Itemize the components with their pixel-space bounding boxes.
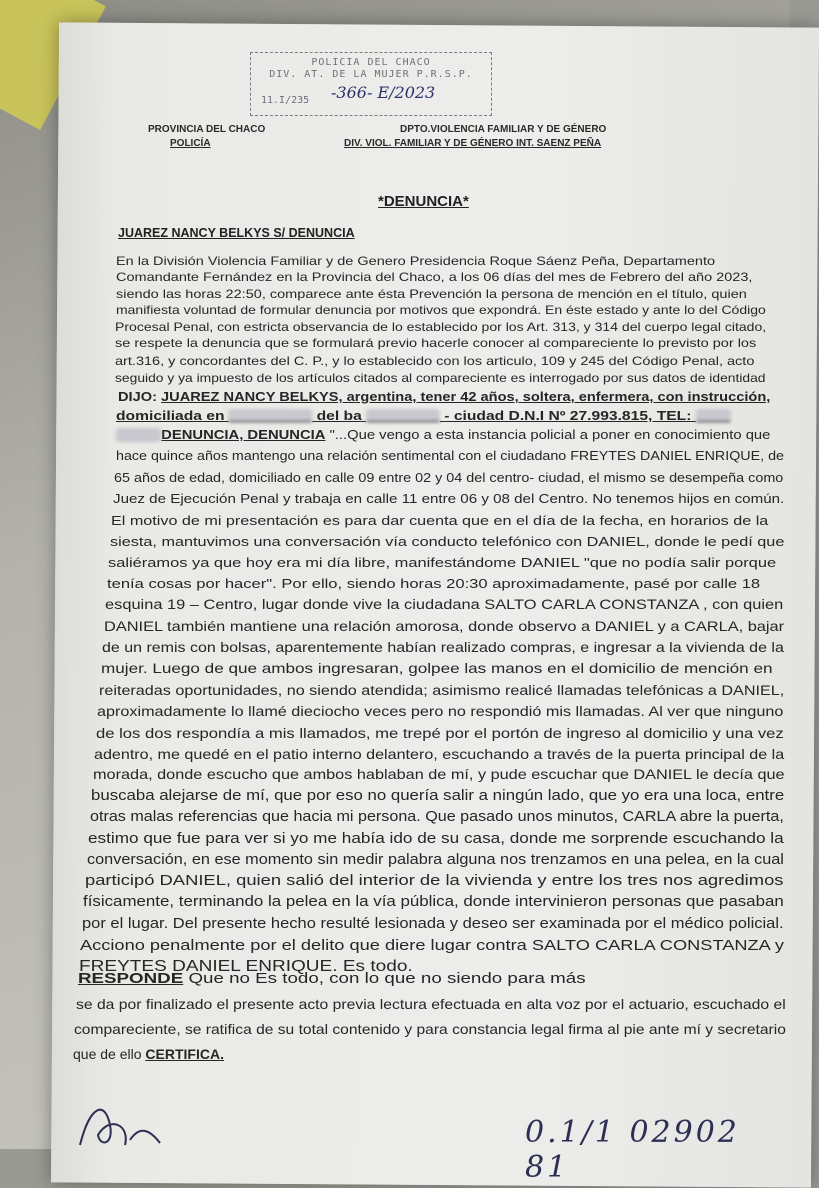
statement-line: siesta, mantuvimos una conversación vía conducto telefónico con DANIEL, donde le pedí que — [109, 533, 785, 549]
right-signature: 0.1/1 02902 81 — [525, 1115, 740, 1185]
statement-line: hace quince años mantengo una relación sentimental con el ciudadano FREYTES DANIEL ENRIQUE, de — [116, 449, 784, 463]
address-label: domiciliada en — [116, 409, 225, 423]
redacted-barrio — [366, 409, 440, 423]
statement-line: otras malas referencias que hacia mi persona. Que pasado unos minutos, CARLA abre la puerta, — [89, 809, 784, 826]
dijo-line-2 — [116, 409, 731, 423]
intro-line: se respete la denuncia que se formulará previo hacerle conocer al compareciente lo previsto por los — [115, 337, 757, 350]
responde-label: RESPONDE — [78, 970, 184, 987]
statement-line: adentro, me quedé en el patio interno delantero, escuchando a través de la puerta principal de la — [94, 745, 785, 762]
statement-line: participó DANIEL, quien salió del interior de la vivienda y entre los tres nos agredimos — [85, 873, 784, 889]
statement-line: El motivo de mi presentación es para dar cuenta que en el día de la fecha, en horarios de la — [111, 512, 769, 528]
closing-line: compareciente, se ratifica de su total contenido y para constancia legal firma al pie ante mí y secretario — [74, 1021, 786, 1037]
statement-line: FREYTES DANIEL ENRIQUE. Es todo. — [78, 957, 413, 975]
declarant-identity: JUAREZ NANCY BELKYS, argentina, tener 42 años, soltera, enfermera, con instrucción, — [161, 390, 771, 404]
denuncia-label: DENUNCIA, DENUNCIA — [161, 428, 326, 442]
document-title: *DENUNCIA* — [378, 193, 469, 210]
intro-line: seguido y ya impuesto de los artículos citados al compareciente es interrogado por sus datos de identidad — [115, 372, 766, 385]
header-left-1: PROVINCIA DEL CHACO — [148, 124, 266, 135]
header-right-1: DPTO.VIOLENCIA FAMILIAR Y DE GÉNERO — [400, 124, 607, 135]
redacted-phone — [696, 409, 731, 423]
statement-line: tenía cosas por hacer". Por ello, siendo horas 20:30 aproximadamente, pasé por calle 18 — [106, 576, 760, 592]
statement-line: conversación, en ese momento sin medir palabra alguna nos trenzamos en una pelea, en la cual — [86, 851, 784, 868]
intro-line: manifiesta voluntad de formular denuncia por motivos que expondrá. En éste estado y ante lo del Código — [116, 304, 766, 317]
left-signature — [70, 1095, 190, 1149]
closing-last: que de ello — [73, 1046, 146, 1062]
dijo-line-1 — [118, 390, 770, 404]
denuncia-text: "...Que vengo a esta instancia policial a poner en conocimiento que — [325, 428, 771, 442]
statement-line: mujer. Luego de que ambos ingresaran, golpee las manos en el domicilio de mención en — [100, 661, 772, 676]
statement-line: morada, donde escucho que ambos hablaban de mí, y pude escuchar que DANIEL le decía que — [92, 767, 785, 783]
redacted-phone-cont — [116, 428, 161, 442]
intro-line: En la División Violencia Familiar y de Genero Presidencia Roque Sáenz Peña, Departamento — [116, 255, 716, 268]
header-right-2: DIV. VIOL. FAMILIAR Y DE GÉNERO INT. SAENZ PEÑA — [344, 138, 602, 149]
stamp-line-1: POLICIA DEL CHACO — [311, 57, 431, 68]
denuncia-line — [116, 428, 770, 442]
intro-line: Procesal Penal, con estricta observancia de lo establecido por los Art. 313, y 314 del cuerpo legal citado, — [115, 321, 767, 334]
intro-line: Comandante Fernández en la Provincia del Chaco, a los 06 días del mes de Febrero del año 2023, — [116, 271, 753, 284]
dijo-label: DIJO: — [118, 390, 157, 404]
statement-line: Juez de Ejecución Penal y trabaja en calle 11 entre 06 y 08 del Centro. No tenemos hijos en común. — [112, 491, 785, 507]
police-stamp — [250, 52, 492, 116]
statement-line: saliéramos ya que hoy era mi día libre, manifestándome DANIEL "que no podía salir porque — [108, 555, 777, 570]
stamp-number: 11.I/235 — [261, 95, 310, 106]
statement-line: de los dos respondía a mis llamados, me trepé por el portón de ingreso al domicilio y una vez — [95, 724, 784, 741]
statement-line: DANIEL también mantiene una relación amorosa, donde observo a DANIEL y a CARLA, bajar — [103, 618, 784, 634]
statement-line: aproximadamente lo llamé dieciocho veces pero no respondió mis llamadas. Al ver que ninguno — [97, 703, 784, 720]
dni-phone: - ciudad D.N.I Nº 27.993.815, TEL: — [444, 409, 692, 423]
intro-line: siendo las horas 22:50, comparece ante ésta Prevención la persona de mención en el título, quien — [116, 288, 747, 301]
statement-line: reiteradas oportunidades, no siendo atendida; asimismo realicé llamadas telefónicas a DANIEL, — [98, 682, 785, 699]
statement-line: Acciono penalmente por el delito que diere lugar contra SALTO CARLA CONSTANZA y — [80, 936, 785, 954]
certifica-label: CERTIFICA. — [145, 1046, 224, 1062]
statement-line: estimo que fue para ver si yo me había ido de su casa, donde me sorprende escuchando la — [88, 830, 784, 847]
statement-line: esquina 19 – Centro, lugar donde vive la ciudadana SALTO CARLA CONSTANZA , con quien — [105, 597, 784, 613]
header-left-2: POLICÍA — [170, 138, 211, 149]
statement-line: buscaba alejarse de mí, que por eso no quería salir a ningún lado, que yo era una loca, entre — [91, 788, 785, 805]
stamp-handwritten-number: -366- E/2023 — [331, 83, 436, 102]
barrio-label: del ba — [316, 409, 362, 423]
statement-line: de un remis con bolsas, aparentemente habían realizado compras, e ingresar a la vivienda de la — [102, 639, 784, 655]
certifica-line — [73, 1046, 224, 1062]
statement-line: por el lugar. Del presente hecho resulté lesionada y deseo ser examinada por el médico policial. — [81, 915, 784, 933]
intro-line: art.316, y concordantes del C. P., y lo establecido con los articulo, 109 y 245 del Código Penal, acto — [115, 355, 755, 368]
closing-line: se da por finalizado el presente acto previa lectura efectuada en alta voz por el actuario, escuchado el — [76, 996, 786, 1012]
stamp-line-2: DIV. AT. DE LA MUJER P.R.S.P. — [269, 69, 473, 80]
document-subject: JUAREZ NANCY BELKYS S/ DENUNCIA — [118, 226, 355, 240]
statement-line: 65 años de edad, domiciliado en calle 09 entre 02 y 04 del centro- ciudad, el mismo se desempeña como — [114, 470, 784, 486]
statement-line: físicamente, terminando la pelea en la vía pública, donde intervinieron personas que pasaban — [83, 894, 785, 911]
responde-text: Que no Es todo, con lo que no siendo para más — [183, 970, 586, 987]
redacted-address — [229, 409, 312, 423]
